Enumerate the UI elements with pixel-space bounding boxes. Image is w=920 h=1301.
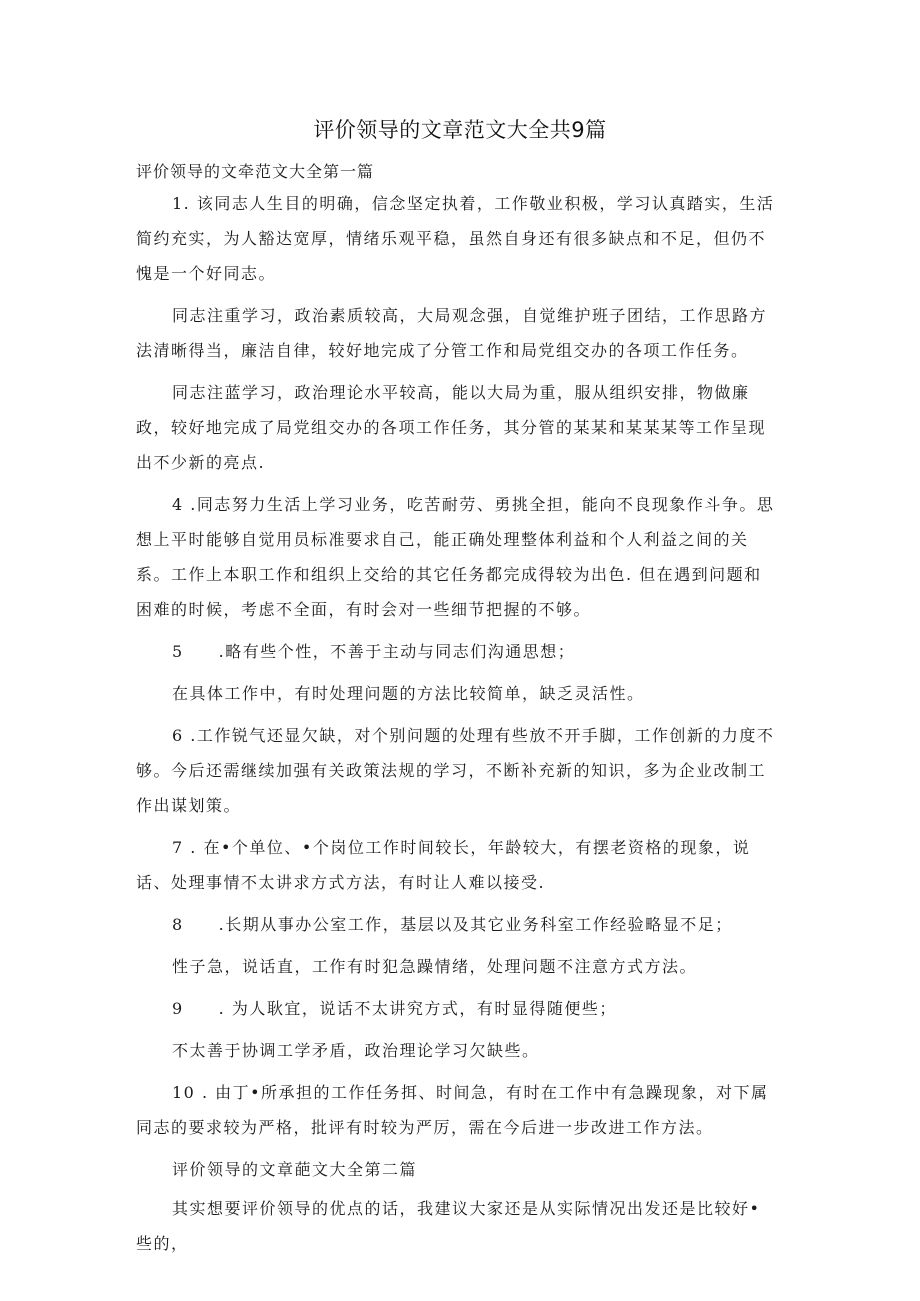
paragraph-7: 6 .工作锐气还显欠缺，对个别问题的处理有些放不开手脚，工作创新的力度不够。今后还需继续加强有关政策法规的学习，不断补充新的知识，多为企业改制工作出谋划策。 [136,726,775,815]
paragraph-6: 在具体工作中，有时处理问题的方法比较简单，缺乏灵活性。 [172,684,645,703]
section-heading-1: 评价领导的文牵范文大全第一篇 [136,162,375,181]
paragraph-9: 8 .长期从事办公室工作，基层以及其它业务科室工作经验略显不足； [172,915,733,934]
paragraph-4: 4 .同志努力生活上学习业务，吃苦耐劳、勇挑全担，能向不良现象作斗争。思想上平时能够自觉用员标准要求自己，能正确处理整体利益和个人利益之间的关系。工作上本职工作和组织上交给的其它任务都完成得较为出色. 但在遇到问题和困难的时候，考虑不全面，有时会对一些细节把握的不够。 [136,495,775,619]
paragraph-10: 性子急，说话直，工作有时犯急躁情绪，处理问题不注意方式方法。 [172,957,698,976]
paragraph-11: 9 . 为人耿宜，说话不太讲究方式，有时显得随便些； [172,999,617,1018]
paragraph-3: 同志注蓝学习，政治理论水平较高，能以大局为重，服从组织安排，物做廉政，较好地完成了局党组交办的各项工作任务，其分管的某某和某某某等工作呈现出不少新的亮点. [136,383,767,472]
paragraph-5: 5 .略有些个性，不善于主动与同志们沟通思想； [172,642,576,661]
paragraph-12: 不太善于协调工学矛盾，政治理论学习欠缺些。 [172,1041,540,1060]
section-heading-2: 评价领导的文章葩文大全第二篇 [172,1160,418,1179]
paragraph-8: 7 . 在•个单位、•个岗位工作时间较长，年龄较大，有摆老资格的现象，说话、处理事情不太讲求方式方法，有时让人难以接受. [136,838,751,892]
document-body [136,186,776,1261]
paragraph-13: 10 . 由丁•所承担的工作任务挕、时间急，有时在工作中有急躁现象，对下属同志的要求较为严格，批评有时较为严厉，需在今后进一步改进工作方法。 [136,1083,769,1137]
section-2-paragraph: 其实想要评价领导的优点的话，我建议大家还是从实际情况出发还是比较好•些的， [136,1199,761,1253]
document-title: 评价领导的文章范文大全共9篇 [313,118,607,142]
paragraph-1: 1. 该同志人生目的明确，信念坚定执着，工作敬业积极，学习认真踏实，生活简约充实，为人豁达宽厚，情绪乐观平稳，虽然自身还有很多缺点和不足，但仍不愧是一个好同志。 [136,194,775,283]
paragraph-2: 同志注重学习，政治素质较高，大局观念强，自觉维护班子团结，工作思路方法清晰得当，廉洁自律，较好地完成了分管工作和局党组交办的各项工作任务。 [136,306,768,360]
